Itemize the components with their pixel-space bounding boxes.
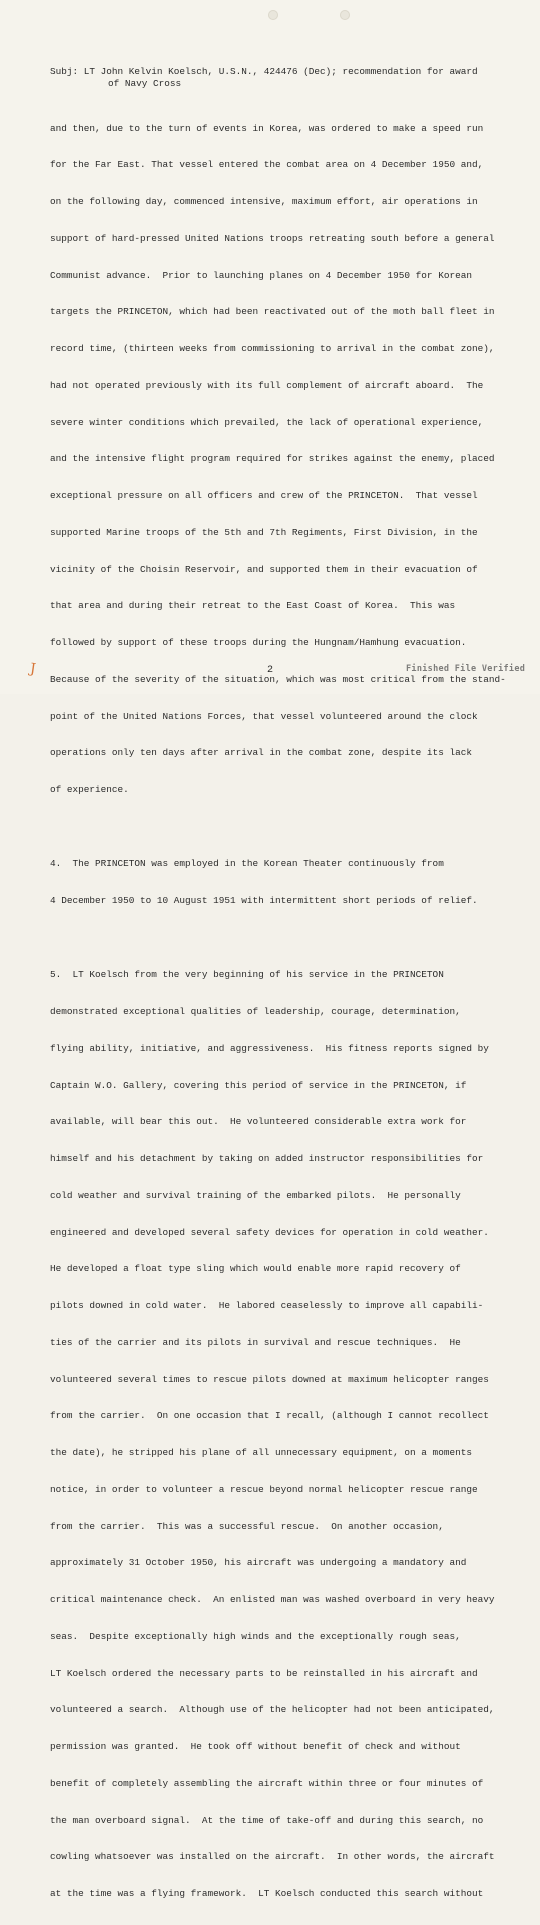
margin-check-mark: J — [28, 660, 37, 678]
subject-block — [50, 66, 510, 90]
text-line: 5. LT Koelsch from the very beginning of his service in the PRINCETON — [50, 969, 444, 981]
subject-line: Subj: LT John Kelvin Koelsch, U.S.N., 424476 (Dec); recommendation for award — [50, 66, 478, 77]
subject-line-continued: of Navy Cross — [108, 78, 182, 90]
text-line: the man overboard signal. At the time of take-off and during this search, no — [50, 1814, 484, 1826]
text-line: on the following day, commenced intensive, maximum effort, air operations in — [50, 196, 478, 207]
text-line: notice, in order to volunteer a rescue beyond normal helicopter rescue range — [50, 1483, 478, 1495]
text-line: permission was granted. He took off without benefit of check and without — [50, 1741, 461, 1752]
text-line: from the carrier. On one occasion that I recall, (although I cannot recollect — [50, 1410, 489, 1422]
text-line: vicinity of the Choisin Reservoir, and supported them in their evacuation of — [50, 563, 478, 575]
text-line: available, will bear this out. He volunteered considerable extra work for — [50, 1116, 467, 1128]
text-line: Because of the severity of the situation, which was most critical from the stand- — [50, 673, 506, 685]
letter-body — [50, 98, 510, 1925]
text-line: 4 December 1950 to 10 August 1951 with intermittent short periods of relief. — [50, 895, 478, 906]
text-line: from the carrier. This was a successful rescue. On another occasion, — [50, 1520, 444, 1532]
file-stamp: Finished File Verified — [406, 664, 526, 674]
text-line: benefit of completely assembling the aircraft within three or four minutes of — [50, 1777, 484, 1789]
text-line: himself and his detachment by taking on added instructor responsibilities for — [50, 1153, 484, 1164]
paragraph-continued — [50, 98, 510, 821]
text-line: of experience. — [50, 784, 129, 795]
text-line: record time, (thirteen weeks from commissioning to arrival in the combat zone), — [50, 343, 495, 354]
punch-hole — [340, 10, 350, 20]
text-line: operations only ten days after arrival in the combat zone, despite its lack — [50, 747, 472, 759]
text-line: targets the PRINCETON, which had been reactivated out of the moth ball fleet in — [50, 306, 495, 318]
text-line: followed by support of these troops during the Hungnam/Hamhung evacuation. — [50, 637, 467, 648]
punch-hole — [268, 10, 278, 20]
text-line: at the time was a flying framework. LT Koelsch conducted this search without — [50, 1888, 484, 1899]
text-line: cold weather and survival training of the embarked pilots. He personally — [50, 1189, 461, 1201]
text-line: that area and during their retreat to the East Coast of Korea. This was — [50, 600, 456, 612]
text-line: and then, due to the turn of events in Korea, was ordered to make a speed run — [50, 122, 484, 134]
text-line: volunteered several times to rescue pilots downed at maximum helicopter ranges — [50, 1373, 489, 1385]
text-line: critical maintenance check. An enlisted man was washed overboard in very heavy — [50, 1594, 495, 1605]
text-line: for the Far East. That vessel entered the combat area on 4 December 1950 and, — [50, 159, 484, 171]
text-line: approximately 31 October 1950, his aircraft was undergoing a mandatory and — [50, 1557, 467, 1569]
text-line: pilots downed in cold water. He labored ceaselessly to improve all capabili- — [50, 1300, 484, 1311]
text-line: demonstrated exceptional qualities of leadership, courage, determination, — [50, 1006, 461, 1017]
text-line: the date), he stripped his plane of all unnecessary equipment, on a moments — [50, 1447, 472, 1458]
text-line: point of the United Nations Forces, that vessel volunteered around the clock — [50, 710, 478, 722]
text-line: cowling whatsoever was installed on the aircraft. In other words, the aircraft — [50, 1851, 495, 1863]
paragraph-5 — [50, 945, 510, 1925]
text-line: seas. Despite exceptionally high winds and the exceptionally rough seas, — [50, 1630, 461, 1642]
text-line: Captain W.O. Gallery, covering this period of service in the PRINCETON, if — [50, 1079, 467, 1091]
text-line: 4. The PRINCETON was employed in the Korean Theater continuously from — [50, 858, 444, 870]
text-line: and the intensive flight program required for strikes against the enemy, placed — [50, 453, 495, 465]
text-line: volunteered a search. Although use of the helicopter had not been anticipated, — [50, 1704, 495, 1716]
paragraph-4 — [50, 834, 510, 932]
text-line: engineered and developed several safety devices for operation in cold weather. — [50, 1226, 489, 1238]
text-line: support of hard-pressed United Nations troops retreating south before a general — [50, 232, 495, 244]
text-line: He developed a float type sling which would enable more rapid recovery of — [50, 1263, 461, 1275]
text-line: Communist advance. Prior to launching planes on 4 December 1950 for Korean — [50, 269, 472, 281]
text-line: severe winter conditions which prevailed, the lack of operational experience, — [50, 416, 484, 428]
text-line: flying ability, initiative, and aggressiveness. His fitness reports signed by — [50, 1042, 489, 1054]
text-line: supported Marine troops of the 5th and 7th Regiments, First Division, in the — [50, 526, 478, 538]
text-line: LT Koelsch ordered the necessary parts to be reinstalled in his aircraft and — [50, 1667, 478, 1679]
text-line: ties of the carrier and its pilots in survival and rescue techniques. He — [50, 1336, 461, 1348]
page-number: 2 — [266, 665, 273, 676]
text-line: had not operated previously with its full complement of aircraft aboard. The — [50, 379, 484, 391]
text-line: exceptional pressure on all officers and crew of the PRINCETON. That vessel — [50, 490, 478, 501]
